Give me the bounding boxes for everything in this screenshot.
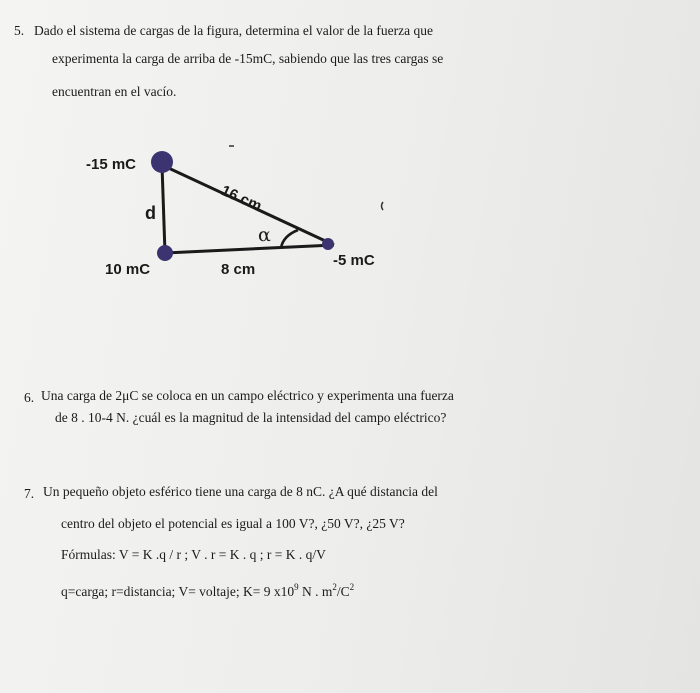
q7-definitions (61, 584, 354, 600)
q5-line3: encuentran en el vacío. (52, 84, 177, 99)
q7-formulas: Fórmulas: V = K .q / r ; V . r = K . q ; r = K . q/V (61, 547, 326, 562)
charge-top-point (151, 151, 173, 173)
q7-def-unit2: /C (336, 584, 350, 599)
q7-def-unit: N . m (298, 584, 333, 599)
charge-right-point (322, 238, 334, 250)
angle-alpha-label: α (258, 224, 271, 246)
q7-exp-2a: 2 (332, 582, 337, 592)
q6-line2: de 8 . 10-4 N. ¿cuál es la magnitud de la intensidad del campo eléctrico? (55, 410, 447, 425)
vertical-side-line (162, 165, 165, 253)
charge-bottom-left-point (157, 245, 173, 261)
q5-line1: Dado el sistema de cargas de la figura, determina el valor de la fuerza que (34, 23, 433, 38)
q5-line2: experimenta la carga de arriba de -15mC, sabiendo que las tres cargas se (52, 51, 444, 66)
base-line (165, 245, 334, 253)
q6-number: 6. (24, 390, 35, 405)
q7-line1: Un pequeño objeto esférico tiene una carga de 8 nC. ¿A qué distancia del (43, 484, 438, 499)
angle-arc (281, 230, 298, 248)
side-d-label: d (145, 203, 156, 223)
charge-bottom-left-label: 10 mC (105, 261, 151, 278)
side-8cm-label: 8 cm (221, 261, 256, 278)
q6-line1: Una carga de 2μC se coloca en un campo eléctrico y experimenta una fuerza (41, 388, 454, 403)
q5-number: 5. (14, 23, 25, 38)
charge-top-label: -15 mC (86, 156, 137, 173)
q7-line2: centro del objeto el potencial es igual a 100 V?, ¿50 V?, ¿25 V? (61, 516, 405, 531)
side-16cm-label: 16 cm (218, 182, 265, 215)
q7-exp-2b: 2 (349, 582, 355, 592)
q7-exp-9: 9 (294, 582, 299, 592)
charge-right-label: -5 mC (333, 252, 375, 269)
stray-mark (382, 202, 384, 210)
q7-def-text: q=carga; r=distancia; V= voltaje; K= 9 x10 (61, 584, 295, 599)
q7-number: 7. (24, 486, 35, 501)
